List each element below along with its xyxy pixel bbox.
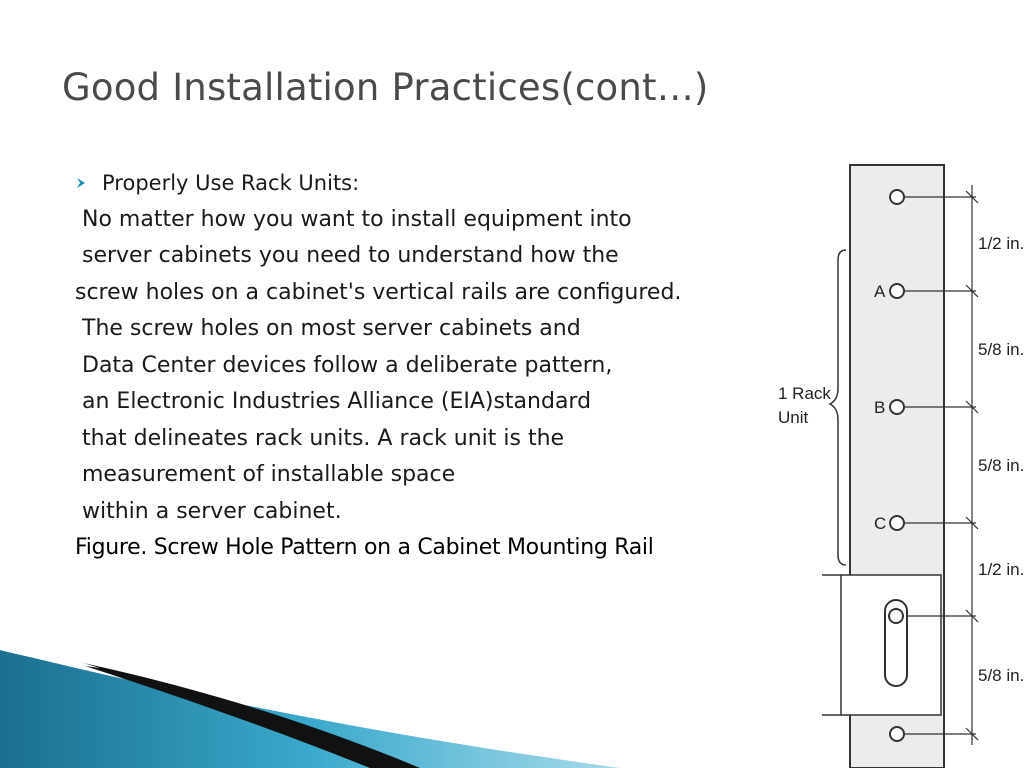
hole-label-a: A bbox=[874, 282, 886, 301]
measurement-label: 5/8 in. bbox=[978, 340, 1024, 359]
measurement-label: 5/8 in. bbox=[978, 666, 1024, 685]
screw-hole-c bbox=[890, 516, 904, 530]
rack-unit-label-line2: Unit bbox=[778, 408, 809, 427]
rack-unit-brace bbox=[830, 250, 846, 565]
screw-hole bbox=[890, 727, 904, 741]
rack-rail-diagram bbox=[770, 160, 1024, 768]
screw-hole bbox=[890, 190, 904, 204]
measurement-label: 1/2 in. bbox=[978, 234, 1024, 253]
body-line: No matter how you want to install equipment into bbox=[82, 207, 632, 232]
body-line: that delineates rack units. A rack unit is the bbox=[82, 426, 565, 451]
bullet-label: Properly Use Rack Units: bbox=[102, 171, 360, 195]
hole-label-b: B bbox=[874, 398, 886, 417]
body-line: an Electronic Industries Alliance (EIA)standard bbox=[82, 389, 592, 414]
decorative-swoosh bbox=[0, 638, 620, 768]
body-line: Data Center devices follow a deliberate pattern, bbox=[82, 353, 613, 378]
body-line: within a server cabinet. bbox=[82, 499, 342, 524]
body-line: screw holes on a cabinet's vertical rails are configured. bbox=[75, 280, 682, 305]
rack-unit-label-line1: 1 Rack bbox=[778, 384, 831, 403]
slot-hole bbox=[889, 609, 903, 623]
body-line: server cabinets you need to understand how the bbox=[82, 243, 619, 268]
measurement-label: 5/8 in. bbox=[978, 456, 1024, 475]
hole-label-c: C bbox=[874, 514, 887, 533]
body-line: The screw holes on most server cabinets and bbox=[82, 316, 581, 341]
arrow-bullet-icon bbox=[74, 171, 96, 195]
screw-hole-b bbox=[890, 400, 904, 414]
body-line: measurement of installable space bbox=[82, 462, 456, 487]
slide-title: Good Installation Practices(cont…) bbox=[62, 66, 709, 109]
figure-caption: Figure. Screw Hole Pattern on a Cabinet Mounting Rail bbox=[75, 535, 654, 560]
screw-hole-a bbox=[890, 284, 904, 298]
measurement-label: 1/2 in. bbox=[978, 560, 1024, 579]
bullet-item bbox=[74, 171, 359, 195]
